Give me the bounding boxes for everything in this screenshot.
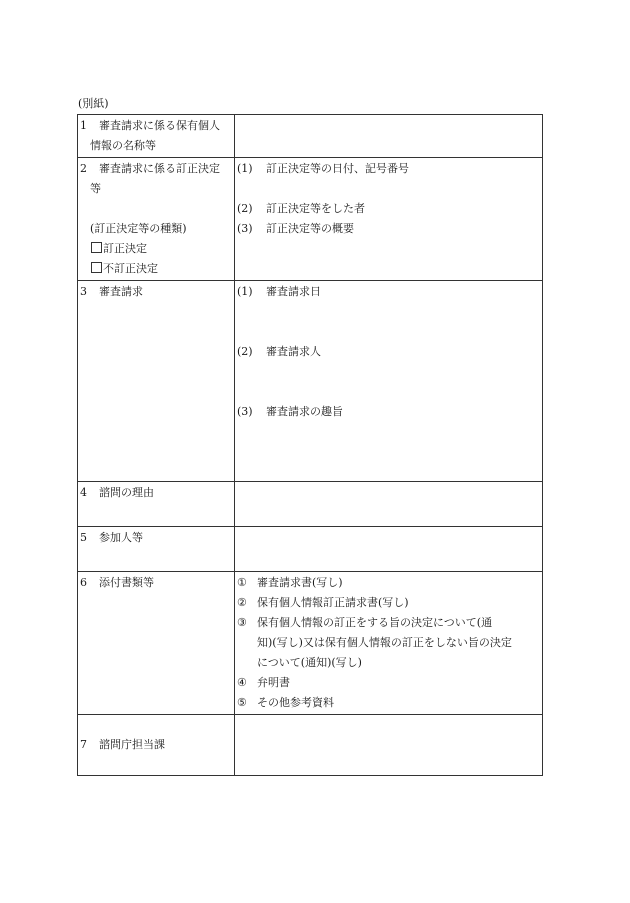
row-2-spacer [80, 199, 232, 219]
attachment-3 [237, 613, 540, 633]
attachment-1-text: 審査請求書(写し) [257, 576, 343, 589]
row-3-spacer-a [237, 302, 540, 322]
option-non-correction-label: 不訂正決定 [103, 262, 158, 275]
row-7-label-cell [78, 715, 235, 776]
row-2-item-2-text: 訂正決定等をした者 [266, 202, 365, 215]
row-3-review-request [78, 281, 543, 482]
row-7-value-cell[interactable] [235, 715, 543, 776]
row-5-number: 5 [80, 531, 87, 544]
attachment-2-text: 保有個人情報訂正請求書(写し) [257, 596, 409, 609]
row-1-value-cell[interactable] [235, 115, 543, 158]
row-1-label-line1: 審査請求に係る保有個人 [99, 119, 220, 132]
row-4-value-cell[interactable] [235, 482, 543, 527]
checkbox-non-correction-icon[interactable] [91, 262, 102, 273]
row-3-item-1-number: (1) [237, 285, 253, 298]
attachment-2 [237, 593, 540, 613]
row-6-number: 6 [80, 576, 87, 589]
row-4-label: 諮問の理由 [99, 486, 154, 499]
attachment-2-number: ② [237, 596, 247, 609]
option-non-correction[interactable] [80, 262, 158, 275]
row-3-item-2 [237, 342, 540, 362]
attachment-5-text: その他参考資料 [257, 696, 334, 709]
row-3-item-1-text: 審査請求日 [266, 285, 321, 298]
row-2-number: 2 [80, 162, 87, 175]
row-3-value-cell[interactable] [235, 281, 543, 482]
row-3-item-3-text: 審査請求の趣旨 [266, 405, 343, 418]
row-3-number: 3 [80, 285, 87, 298]
row-2-item-1-number: (1) [237, 162, 253, 175]
row-2-item-3-number: (3) [237, 222, 253, 235]
row-6-label-cell [78, 572, 235, 715]
row-1-label-cell [78, 115, 235, 158]
row-3-item-1 [237, 282, 540, 302]
attachment-1-number: ① [237, 576, 247, 589]
attachment-1 [237, 573, 540, 593]
attachment-3-line3: について(通知)(写し) [257, 656, 362, 669]
row-5-value-cell[interactable] [235, 527, 543, 572]
row-4-label-cell [78, 482, 235, 527]
row-5-participants [78, 527, 543, 572]
checkbox-correction-icon[interactable] [91, 242, 102, 253]
decision-kind-heading: (訂正決定等の種類) [90, 222, 187, 235]
row-7-number: 7 [80, 738, 87, 751]
row-4-number: 4 [80, 486, 87, 499]
row-3-item-3-number: (3) [237, 405, 253, 418]
row-7-responsible-division [78, 715, 543, 776]
row-5-label-cell [78, 527, 235, 572]
row-6-attachments [78, 572, 543, 715]
attachment-3-line1: 保有個人情報の訂正をする旨の決定について(通 [257, 616, 493, 629]
row-4-inquiry-reason [78, 482, 543, 527]
annex-label: (別紙) [78, 97, 109, 110]
row-3-spacer-d [237, 382, 540, 402]
row-2-label-line2: 等 [90, 182, 101, 195]
row-2-spacer-a [237, 179, 540, 199]
row-2-correction-decision [78, 158, 543, 281]
row-2-value-cell[interactable] [235, 158, 543, 281]
row-5-label: 参加人等 [99, 531, 143, 544]
row-2-item-1 [237, 159, 540, 179]
attachment-3-line2: 知)(写し)又は保有個人情報の訂正をしない旨の決定 [257, 636, 512, 649]
row-3-item-2-text: 審査請求人 [266, 345, 321, 358]
row-7-label: 諮問庁担当課 [99, 738, 165, 751]
attachment-3-number: ③ [237, 616, 247, 629]
row-2-item-1-text: 訂正決定等の日付、記号番号 [266, 162, 409, 175]
row-3-item-3 [237, 402, 540, 422]
row-3-label: 審査請求 [99, 285, 143, 298]
row-2-item-2 [237, 199, 540, 219]
attachment-4-text: 弁明書 [257, 676, 290, 689]
row-1-personal-info-name [78, 115, 543, 158]
row-2-item-2-number: (2) [237, 202, 253, 215]
attachment-5-number: ⑤ [237, 696, 247, 709]
row-6-value-cell[interactable] [235, 572, 543, 715]
attachment-4-number: ④ [237, 676, 247, 689]
attachment-5 [237, 693, 540, 713]
row-6-label: 添付書類等 [99, 576, 154, 589]
attachment-4 [237, 673, 540, 693]
option-correction-label: 訂正決定 [103, 242, 147, 255]
row-2-item-3 [237, 219, 540, 239]
row-1-number: 1 [80, 119, 87, 132]
row-2-label-line1: 審査請求に係る訂正決定 [99, 162, 220, 175]
inquiry-form-table [77, 114, 543, 776]
row-3-label-cell [78, 281, 235, 482]
row-3-spacer-b [237, 322, 540, 342]
row-2-label-cell [78, 158, 235, 281]
row-1-label-line2: 情報の名称等 [90, 139, 156, 152]
row-2-item-3-text: 訂正決定等の概要 [266, 222, 354, 235]
row-3-item-2-number: (2) [237, 345, 253, 358]
row-3-spacer-c [237, 362, 540, 382]
option-correction[interactable] [80, 242, 147, 255]
